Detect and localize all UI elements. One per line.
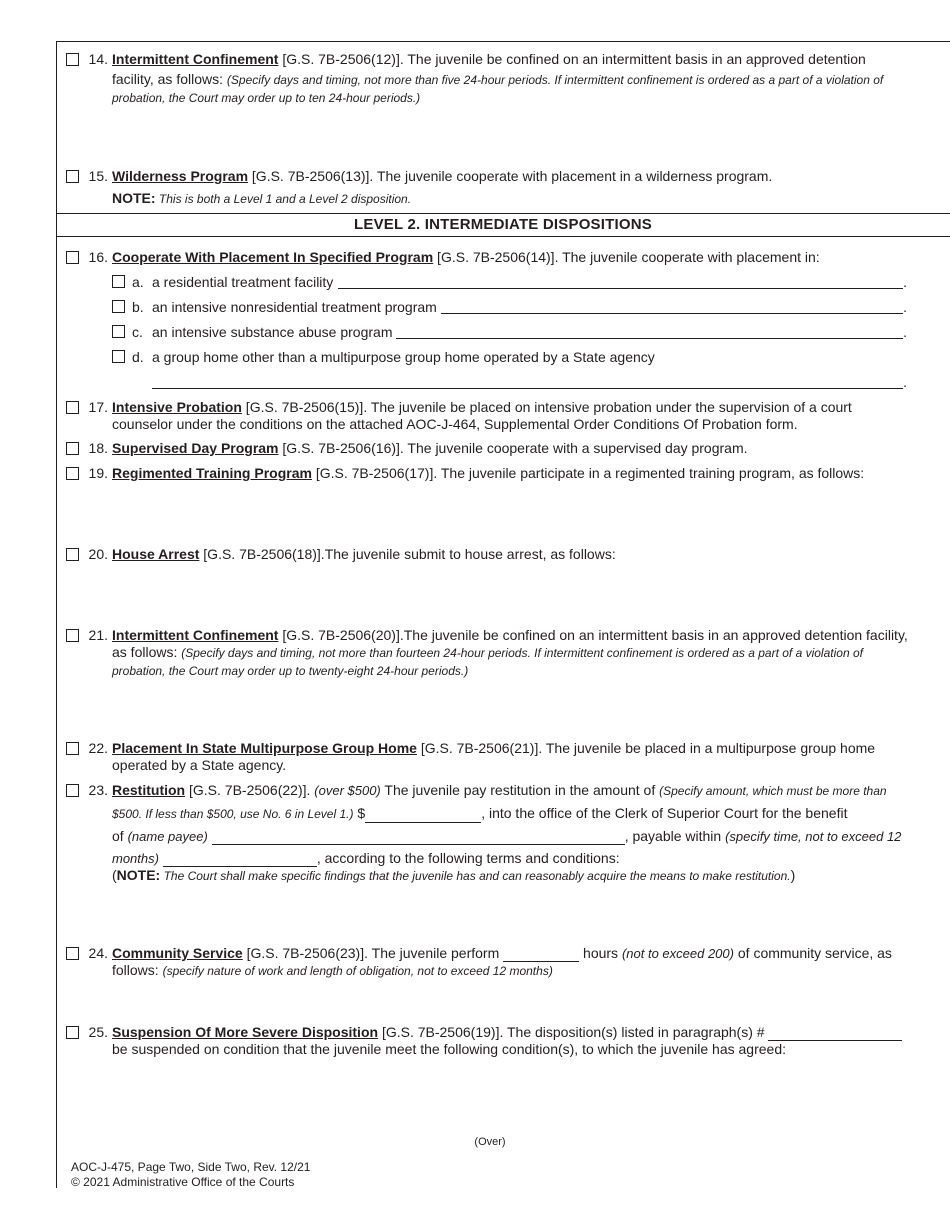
note-text: This is both a Level 1 and a Level 2 disposition. [155,192,412,206]
period: . [903,299,907,315]
sub-item-text: an intensive nonresidential treatment program [152,299,437,315]
item-instruction: probation, the Court may order up to ten 24-hour periods.) [112,91,421,105]
payment-time-field[interactable] [163,852,317,867]
item-statute: [G.S. 7B-2506(14)]. The juvenile cooperate with placement in: [433,249,820,265]
payee-name-field[interactable] [212,830,625,845]
item-statute: [G.S. 7B-2506(20)].The juvenile be confined on an intermittent basis in an approved detention facility, [278,627,908,643]
item-number: 18. [88,440,108,456]
level-2-heading: LEVEL 2. INTERMEDIATE DISPOSITIONS [354,216,652,233]
sub-item-a [112,274,907,292]
item-text: of [112,828,128,844]
item-number: 15. [88,168,108,184]
item-statute: [G.S. 7B-2506(19)]. The disposition(s) listed in paragraph(s) # [378,1024,769,1040]
item-22-checkbox[interactable] [66,742,79,755]
dollar-sign: $ [353,805,366,821]
item-19-checkbox[interactable] [66,467,79,480]
item-instruction: probation, the Court may order up to twenty-eight 24-hour periods.) [112,664,469,678]
item-title: Community Service [112,945,243,961]
item-title: Intermittent Confinement [112,51,279,67]
item-23 [66,782,922,885]
item-16-checkbox[interactable] [66,251,79,264]
item-instruction: $500. If less than $500, use No. 6 in Level 1.) [112,807,354,821]
item-instruction: (not to exceed 200) [621,946,734,961]
item-title: House Arrest [112,546,200,562]
copyright: © 2021 Administrative Office of the Courts [71,1175,295,1189]
item-title: Intermittent Confinement [112,627,279,643]
sub-item-c [112,324,907,342]
paragraph-number-field[interactable] [768,1026,902,1041]
substance-abuse-program-field[interactable] [396,338,903,339]
item-text: as follows: [112,644,182,660]
item-title: Placement In State Multipurpose Group Home [112,740,417,756]
residential-facility-field[interactable] [338,288,903,289]
sub-item-text: an intensive substance abuse program [152,324,393,340]
item-number: 21. [88,627,108,643]
item-25 [66,1024,922,1058]
item-statute: [G.S. 7B-2506(17)]. The juvenile participate in a regimented training program, as follows: [311,465,865,481]
item-statute: [G.S. 7B-2506(13)]. The juvenile cooperate with placement in a wilderness program. [248,168,773,184]
form-number: AOC-J-475, Page Two, Side Two, Rev. 12/21 [71,1160,311,1174]
sub-item-letter: a. [132,274,144,290]
item-15 [66,168,922,208]
item-number: 17. [88,399,108,415]
item-number: 16. [88,249,108,265]
note-paren: ) [790,867,796,883]
item-statute: [G.S. 7B-2506(23)]. The juvenile perform [242,945,504,961]
item-instruction: months) [112,851,159,866]
item-title: Regimented Training Program [112,465,312,481]
sub-item-b-checkbox[interactable] [112,300,125,313]
item-20 [66,546,922,563]
item-21-checkbox[interactable] [66,629,79,642]
section-divider [56,236,950,237]
sub-item-d-line [112,374,907,392]
item-instruction: (specify time, not to exceed 12 [725,829,902,844]
item-instruction: (Specify days and timing, not more than fourteen 24-hour periods. If intermittent confinement is ordered as a part of a violation of [181,646,863,660]
sub-item-b [112,299,907,317]
sub-item-letter: b. [132,299,144,315]
item-statute: [G.S. 7B-2506(18)].The juvenile submit to house arrest, as follows: [199,546,616,562]
item-19 [66,465,922,482]
item-text: hours [579,945,622,961]
item-statute: [G.S. 7B-2506(22)]. [185,782,315,798]
item-number: 25. [88,1024,108,1040]
item-title: Cooperate With Placement In Specified Program [112,249,434,265]
sub-item-a-checkbox[interactable] [112,275,125,288]
sub-item-text: a group home other than a multipurpose group home operated by a State agency [152,349,655,365]
sub-item-letter: c. [132,324,143,340]
item-instruction: (Specify days and timing, not more than five 24-hour periods. If intermittent confinement is ordered as a part of a violation of [226,73,884,87]
note-label: NOTE: [116,867,161,883]
item-instruction: (over $500) [314,783,381,798]
item-15-checkbox[interactable] [66,170,79,183]
item-20-checkbox[interactable] [66,548,79,561]
item-text: The juvenile pay restitution in the amount of [380,782,660,798]
item-number: 19. [88,465,108,481]
item-24-checkbox[interactable] [66,947,79,960]
item-text: of community service, as [733,945,892,961]
note-label: NOTE: [112,190,156,206]
item-18 [66,440,922,457]
item-17 [66,399,922,433]
item-statute: [G.S. 7B-2506(21)]. The juvenile be placed in a multipurpose group home [416,740,876,756]
item-title: Wilderness Program [112,168,249,184]
over-indicator: (Over) [474,1136,506,1148]
period: . [903,324,907,340]
note-paren: ( [112,867,117,883]
item-number: 24. [88,945,108,961]
item-title: Supervised Day Program [112,440,279,456]
item-text: follows: [112,962,163,978]
item-text: operated by a State agency. [112,757,287,773]
item-18-checkbox[interactable] [66,442,79,455]
restitution-amount-field[interactable] [365,808,481,823]
item-17-checkbox[interactable] [66,401,79,414]
item-title: Intensive Probation [112,399,242,415]
item-14 [66,51,922,107]
item-instruction: (Specify amount, which must be more than [659,784,887,798]
item-statute: [G.S. 7B-2506(16)]. The juvenile cooperate with a supervised day program. [278,440,748,456]
section-divider [56,213,950,214]
footer [71,1160,310,1190]
item-text: , according to the following terms and conditions: [316,850,620,866]
sub-item-d-checkbox[interactable] [112,350,125,363]
period: . [903,274,907,290]
nonresidential-program-field[interactable] [441,313,903,314]
item-16 [66,249,922,266]
sub-item-c-checkbox[interactable] [112,325,125,338]
sub-item-d [112,349,907,367]
item-number: 23. [88,782,108,798]
item-text: be suspended on condition that the juvenile meet the following condition(s), to which the juvenile has agreed: [112,1041,786,1057]
note-text: The Court shall make specific findings that the juvenile has and can reasonably acquire the means to make restitution. [160,869,791,883]
item-number: 22. [88,740,108,756]
item-22 [66,740,922,774]
item-title: Suspension Of More Severe Disposition [112,1024,379,1040]
group-home-field[interactable] [152,388,903,389]
item-14-checkbox[interactable] [66,53,79,66]
item-statute: [G.S. 7B-2506(12)]. The juvenile be confined on an intermittent basis in an approved detention [278,51,866,67]
item-statute: [G.S. 7B-2506(15)]. The juvenile be placed on intensive probation under the supervision of a court [241,399,852,415]
item-number: 20. [88,546,108,562]
item-text: counselor under the conditions on the attached AOC-J-464, Supplemental Order Conditions Of Probation form. [112,416,798,432]
period: . [903,374,907,390]
item-23-checkbox[interactable] [66,784,79,797]
item-24 [66,945,922,980]
item-25-checkbox[interactable] [66,1026,79,1039]
item-21 [66,627,922,680]
sub-item-text: a residential treatment facility [152,274,334,290]
sub-item-letter: d. [132,349,144,365]
top-border [56,41,950,42]
item-instruction: (name payee) [127,829,208,844]
item-title: Restitution [112,782,186,798]
service-hours-field[interactable] [503,947,579,962]
item-text: , payable within [624,828,726,844]
item-number: 14. [88,51,108,67]
item-text: , into the office of the Clerk of Superior Court for the benefit [481,805,848,821]
item-instruction: (specify nature of work and length of obligation, not to exceed 12 months) [162,964,553,978]
item-text: facility, as follows: [112,71,227,87]
